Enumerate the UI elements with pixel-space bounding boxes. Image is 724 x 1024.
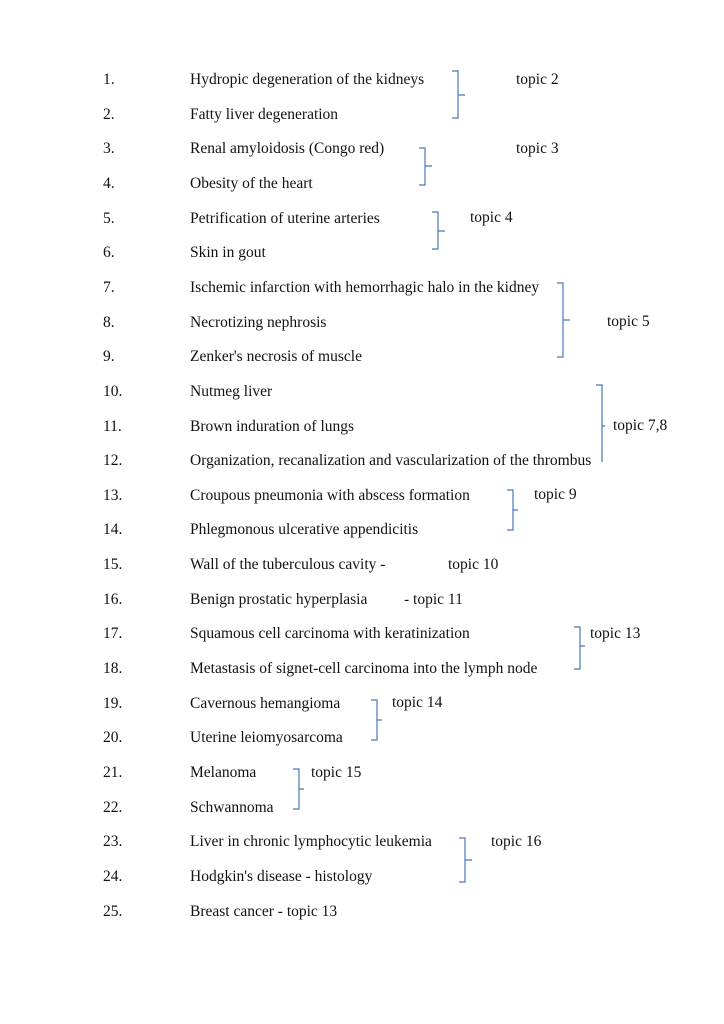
item-text: Breast cancer - topic 13 [190,902,338,920]
topic-label: - topic 11 [404,591,463,608]
item-number: 25. [103,902,123,920]
item-text: Fatty liver degeneration [190,105,339,123]
item-text: Skin in gout [190,244,266,262]
item-text: Cavernous hemangioma [190,694,341,712]
item-text: Obesity of the heart [190,174,313,192]
item-text: Benign prostatic hyperplasia [190,590,368,608]
topic-label: topic 14 [392,694,443,711]
item-number: 10. [103,382,123,400]
item-text: Organization, recanalization and vascularization of the thrombus [190,452,592,470]
item-number: 11. [103,417,122,435]
bracket-icon [452,71,465,118]
bracket-icon [574,627,585,669]
bracket-icon [293,769,304,809]
item-text: Petrification of uterine arteries [190,209,380,227]
bracket-icon [371,700,382,740]
item-number: 13. [103,486,123,504]
item-number: 17. [103,625,123,643]
topic-label: topic 13 [590,625,641,642]
item-number: 16. [103,590,123,608]
item-text: Nutmeg liver [190,382,273,400]
item-number: 9. [103,348,115,366]
item-text: Necrotizing nephrosis [190,313,327,331]
bracket-icon [557,283,570,357]
topic-label: topic 5 [607,313,650,330]
item-number: 20. [103,729,123,747]
bracket-icon [459,838,472,882]
item-number: 1. [103,71,115,88]
topic-label: topic 9 [534,486,577,503]
topic-label: topic 10 [448,556,499,573]
item-text: Metastasis of signet-cell carcinoma into the lymph node [190,660,538,678]
item-number: 8. [103,313,115,331]
item-number: 21. [103,764,123,781]
item-text: Hydropic degeneration of the kidneys [190,71,425,88]
item-text: Uterine leiomyosarcoma [190,729,343,747]
topic-label: topic 7,8 [613,417,668,434]
item-number: 6. [103,244,115,262]
item-text: Ischemic infarction with hemorrhagic halo in the kidney [190,278,540,296]
item-number: 15. [103,556,123,574]
item-number: 12. [103,452,123,470]
item-text: Hodgkin's disease - histology [190,867,373,885]
item-number: 4. [103,174,115,192]
item-number: 7. [103,278,115,296]
topic-label: topic 4 [470,209,513,226]
item-text: Zenker's necrosis of muscle [190,348,362,366]
topic-label: topic 15 [311,764,362,781]
bracket-icon [596,385,605,462]
item-text: Melanoma [190,764,257,781]
item-number: 22. [103,798,123,816]
item-text: Schwannoma [190,798,274,816]
item-text: Brown induration of lungs [190,417,355,435]
item-number: 14. [103,521,123,539]
bracket-icon [507,490,518,530]
item-number: 3. [103,140,115,158]
bracket-icon [419,148,432,185]
item-number: 18. [103,660,123,678]
topic-label: topic 3 [516,140,559,157]
item-number: 23. [103,833,123,851]
topic-label: topic 16 [491,833,542,850]
item-number: 5. [103,209,115,227]
item-text: Renal amyloidosis (Congo red) [190,140,385,158]
topic-label: topic 2 [516,71,559,88]
item-text: Squamous cell carcinoma with keratinization [190,625,470,643]
item-number: 2. [103,105,115,123]
item-number: 19. [103,694,123,712]
item-text: Wall of the tuberculous cavity - [190,556,386,574]
item-text: Croupous pneumonia with abscess formation [190,486,470,504]
item-text: Liver in chronic lymphocytic leukemia [190,833,432,851]
item-number: 24. [103,867,123,885]
item-text: Phlegmonous ulcerative appendicitis [190,521,419,539]
bracket-icon [432,212,445,249]
